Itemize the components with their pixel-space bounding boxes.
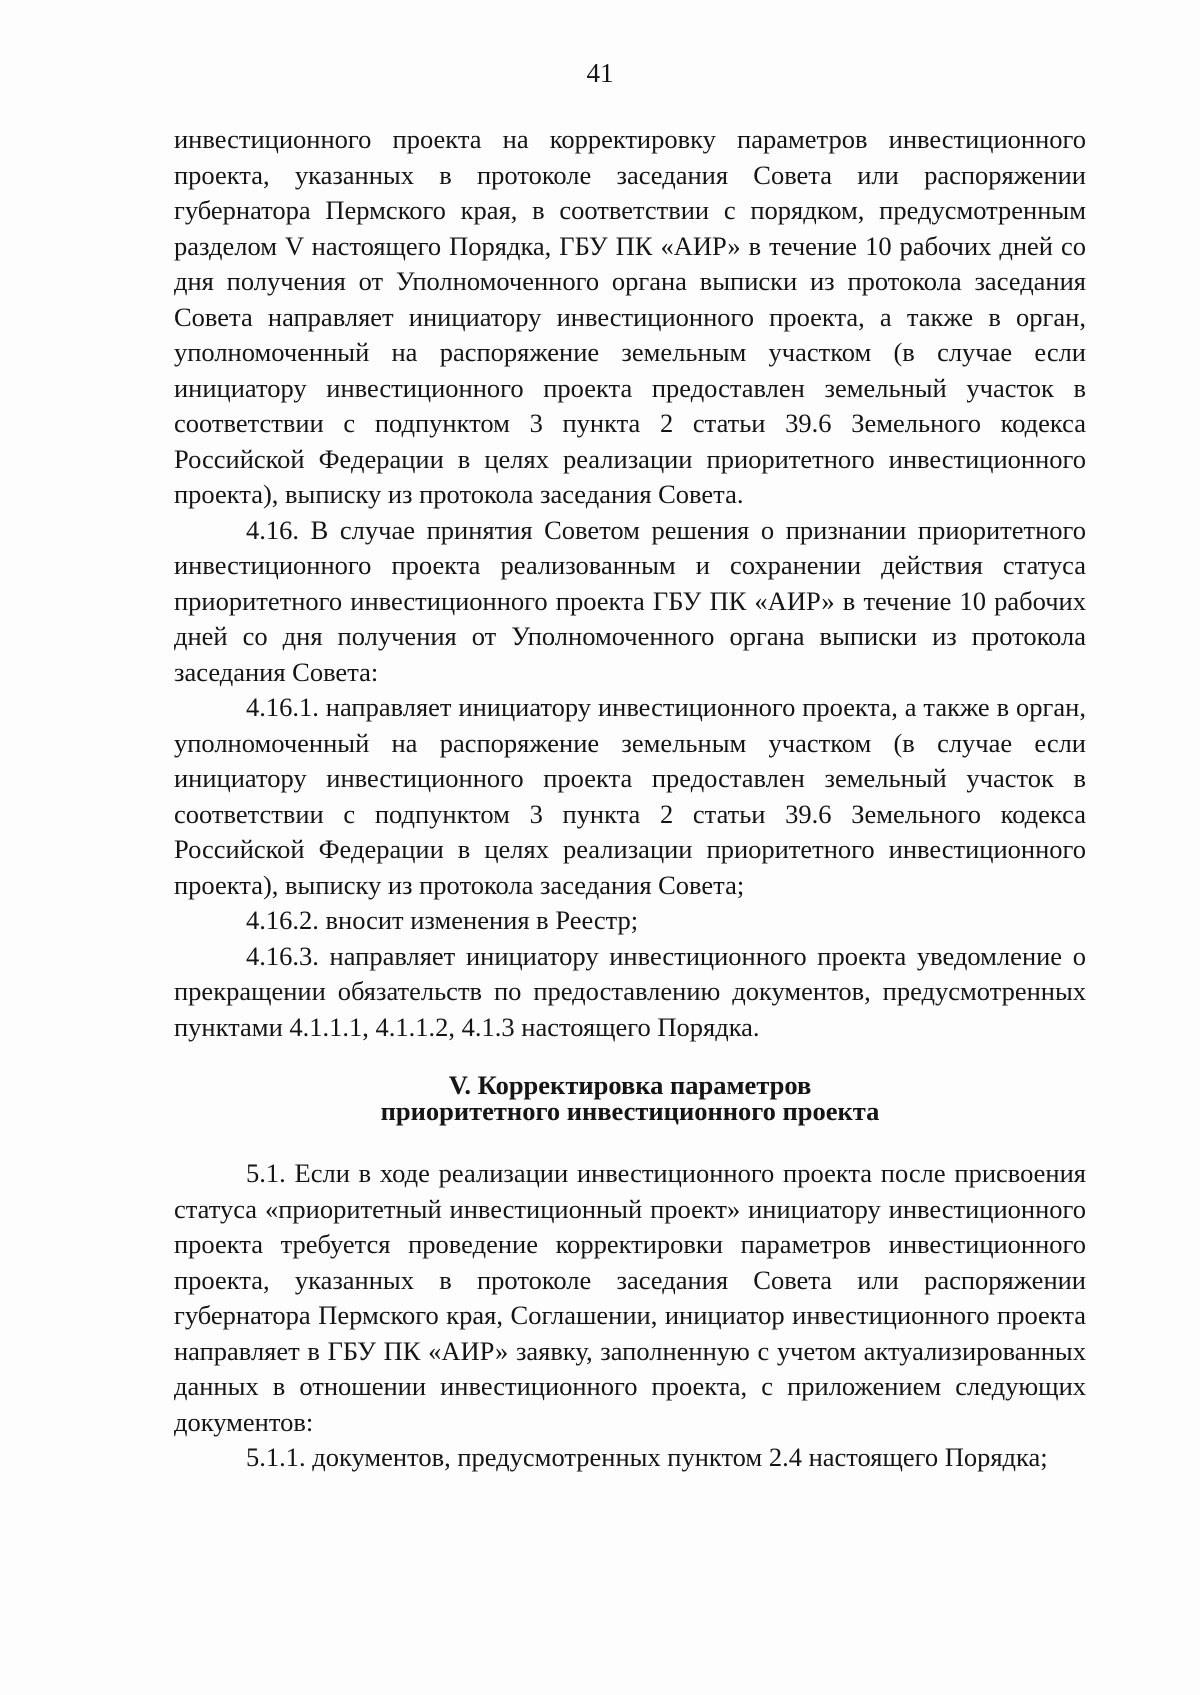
- section-heading-line-2: приоритетного инвестиционного проекта: [380, 1096, 880, 1126]
- paragraph-continuation: инвестиционного проекта на корректировку параметров инвестиционного проекта, указанных в протоколе заседания Совета или распоряжении губернатора Пермского края, в соответствии с порядком, предусмотренным разделом V настоящего Порядка, ГБУ ПК «АИР» в течение 10 рабочих дней со дня получения от Уполномоченного органа выписки из протокола заседания Совета направляет инициатору инвестиционного проекта, а также в орган, уполномоченный на распоряжение земельным участком (в случае если инициатору инвестиционного проекта предоставлен земельный участок в соответствии с подпунктом 3 пункта 2 статьи 39.6 Земельного кодекса Российской Федерации в целях реализации приоритетного инвестиционного проекта), выписку из протокола заседания Совета.: [174, 124, 1086, 509]
- section-heading-line-1: V. Корректировка параметров: [448, 1070, 812, 1100]
- document-body: [174, 122, 1086, 1476]
- paragraph-4-16-3: 4.16.3. направляет инициатору инвестиционного проекта уведомление о прекращении обязательств по предоставлению документов, предусмотренных пунктами 4.1.1.1, 4.1.1.2, 4.1.3 настоящего Порядка.: [174, 940, 1086, 1042]
- paragraph-4-16-2: 4.16.2. вносит изменения в Реестр;: [246, 905, 639, 935]
- paragraph-4-16-1: 4.16.1. направляет инициатору инвестиционного проекта, а также в орган, уполномоченный на распоряжение земельным участком (в случае если инициатору инвестиционного проекта предоставлен земельный участок в соответствии с подпунктом 3 пункта 2 статьи 39.6 Земельного кодекса Российской Федерации в целях реализации приоритетного инвестиционного проекта), выписку из протокола заседания Совета;: [174, 692, 1086, 900]
- paragraph-4-16: 4.16. В случае принятия Советом решения о признании приоритетного инвестиционного проекта реализованным и сохранении действия статуса приоритетного инвестиционного проекта ГБУ ПК «АИР» в течение 10 рабочих дней со дня получения от Уполномоченного органа выписки из протокола заседания Совета:: [174, 514, 1086, 687]
- page-number: 41: [586, 58, 614, 88]
- paragraph-5-1-1: 5.1.1. документов, предусмотренных пунктом 2.4 настоящего Порядка;: [246, 1442, 1048, 1472]
- section-v-heading: [174, 1072, 1086, 1124]
- paragraph-5-1: 5.1. Если в ходе реализации инвестиционного проекта после присвоения статуса «приоритетный инвестиционный проект» инициатору инвестиционного проекта требуется проведение корректировки параметров инвестиционного проекта, указанных в протоколе заседания Совета или распоряжении губернатора Пермского края, Соглашении, инициатор инвестиционного проекта направляет в ГБУ ПК «АИР» заявку, заполненную с учетом актуализированных данных в отношении инвестиционного проекта, с приложением следующих документов:: [174, 1158, 1086, 1437]
